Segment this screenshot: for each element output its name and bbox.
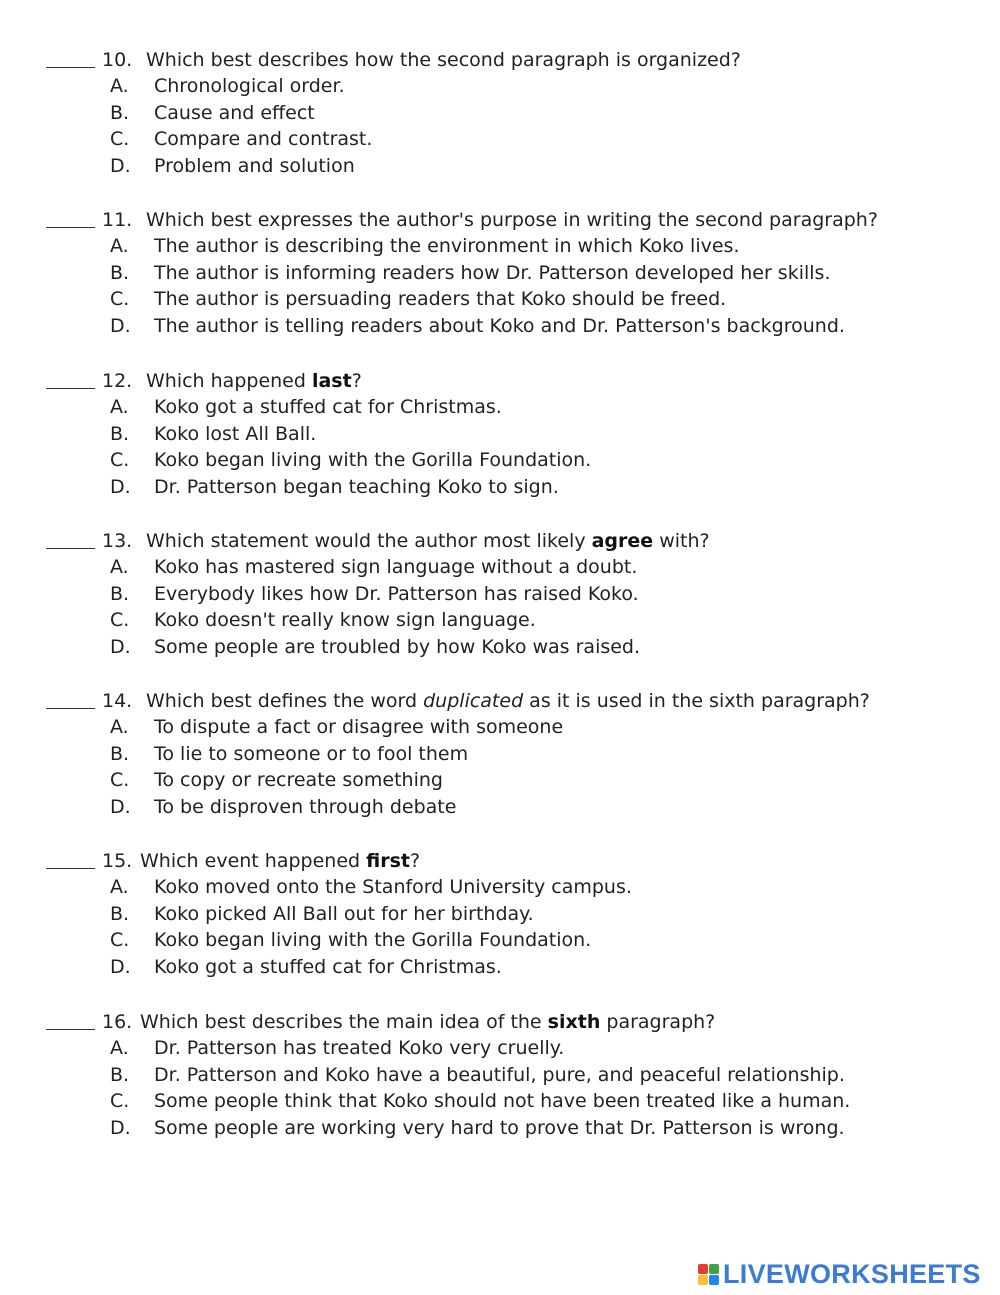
question-text: Which statement would the author most likely agree with? (146, 530, 710, 552)
option-c: C. Koko began living with the Gorilla Foundation. (110, 929, 592, 952)
question-number: 14. (102, 690, 133, 712)
option-a: A. Dr. Patterson has treated Koko very cruelly. (110, 1037, 565, 1060)
answer-blank[interactable] (46, 868, 95, 869)
option-a: A. Chronological order. (110, 75, 345, 98)
logo-block-red (698, 1264, 708, 1274)
question-stem (46, 688, 986, 714)
question-16 (46, 1009, 986, 1141)
logo-block-yellow (698, 1275, 708, 1285)
option-d: D. Koko got a stuffed cat for Christmas. (110, 955, 502, 978)
option-a: A. Koko got a stuffed cat for Christmas. (110, 396, 502, 419)
option-a: A. Koko has mastered sign language without a doubt. (110, 556, 638, 579)
logo-blocks-icon (698, 1264, 719, 1285)
question-stem (46, 528, 986, 554)
option-b: B. The author is informing readers how Dr. Patterson developed her skills. (110, 261, 831, 284)
option-d: D. Problem and solution (110, 154, 355, 177)
liveworksheets-logo[interactable] (698, 1258, 981, 1290)
question-15 (46, 848, 986, 980)
question-stem (46, 848, 986, 874)
question-10 (46, 47, 986, 179)
option-a: A. The author is describing the environment in which Koko lives. (110, 235, 740, 258)
option-b: B. To lie to someone or to fool them (110, 742, 469, 765)
answer-blank[interactable] (46, 548, 95, 549)
option-d: D. The author is telling readers about Koko and Dr. Patterson's background. (110, 314, 845, 337)
question-text: Which best describes how the second paragraph is organized? (146, 49, 741, 71)
question-stem (46, 1009, 986, 1035)
option-b: B. Koko picked All Ball out for her birthday. (110, 902, 534, 925)
option-c: C. Koko began living with the Gorilla Foundation. (110, 449, 592, 472)
logo-block-green (709, 1264, 719, 1274)
option-c: C. To copy or recreate something (110, 769, 443, 792)
option-d: D. Dr. Patterson began teaching Koko to sign. (110, 475, 559, 498)
option-b: B. Dr. Patterson and Koko have a beautiful, pure, and peaceful relationship. (110, 1063, 845, 1086)
question-stem (46, 207, 986, 233)
question-text: Which happened last? (146, 370, 362, 392)
question-text: Which best defines the word duplicated as it is used in the sixth paragraph? (146, 690, 870, 712)
question-14 (46, 688, 986, 820)
answer-blank[interactable] (46, 227, 95, 228)
answer-blank[interactable] (46, 1029, 95, 1030)
question-number: 10. (102, 49, 133, 71)
question-13 (46, 528, 986, 660)
answer-blank[interactable] (46, 67, 95, 68)
question-number: 15. (102, 850, 133, 872)
question-text: Which best describes the main idea of the sixth paragraph? (140, 1011, 716, 1033)
option-d: D. Some people are working very hard to prove that Dr. Patterson is wrong. (110, 1116, 845, 1139)
question-11 (46, 207, 986, 339)
option-d: D. To be disproven through debate (110, 795, 457, 818)
logo-block-blue (709, 1275, 719, 1285)
option-c: C. The author is persuading readers that Koko should be freed. (110, 288, 727, 311)
question-number: 16. (102, 1011, 133, 1033)
option-c: C. Compare and contrast. (110, 128, 373, 151)
question-text: Which event happened first? (140, 850, 421, 872)
option-d: D. Some people are troubled by how Koko was raised. (110, 635, 641, 658)
question-stem (46, 368, 986, 394)
question-text: Which best expresses the author's purpose in writing the second paragraph? (146, 209, 878, 231)
answer-blank[interactable] (46, 708, 95, 709)
option-b: B. Koko lost All Ball. (110, 422, 317, 445)
question-12 (46, 368, 986, 500)
option-b: B. Cause and effect (110, 101, 315, 124)
question-number: 12. (102, 370, 133, 392)
logo-text: LIVEWORKSHEETS (723, 1258, 981, 1289)
question-number: 13. (102, 530, 133, 552)
option-c: C. Koko doesn't really know sign language. (110, 609, 536, 632)
option-a: A. To dispute a fact or disagree with someone (110, 716, 564, 739)
option-c: C. Some people think that Koko should not have been treated like a human. (110, 1090, 851, 1113)
question-stem (46, 47, 986, 73)
question-number: 11. (102, 209, 133, 231)
answer-blank[interactable] (46, 388, 95, 389)
option-b: B. Everybody likes how Dr. Patterson has raised Koko. (110, 582, 639, 605)
option-a: A. Koko moved onto the Stanford University campus. (110, 876, 632, 899)
